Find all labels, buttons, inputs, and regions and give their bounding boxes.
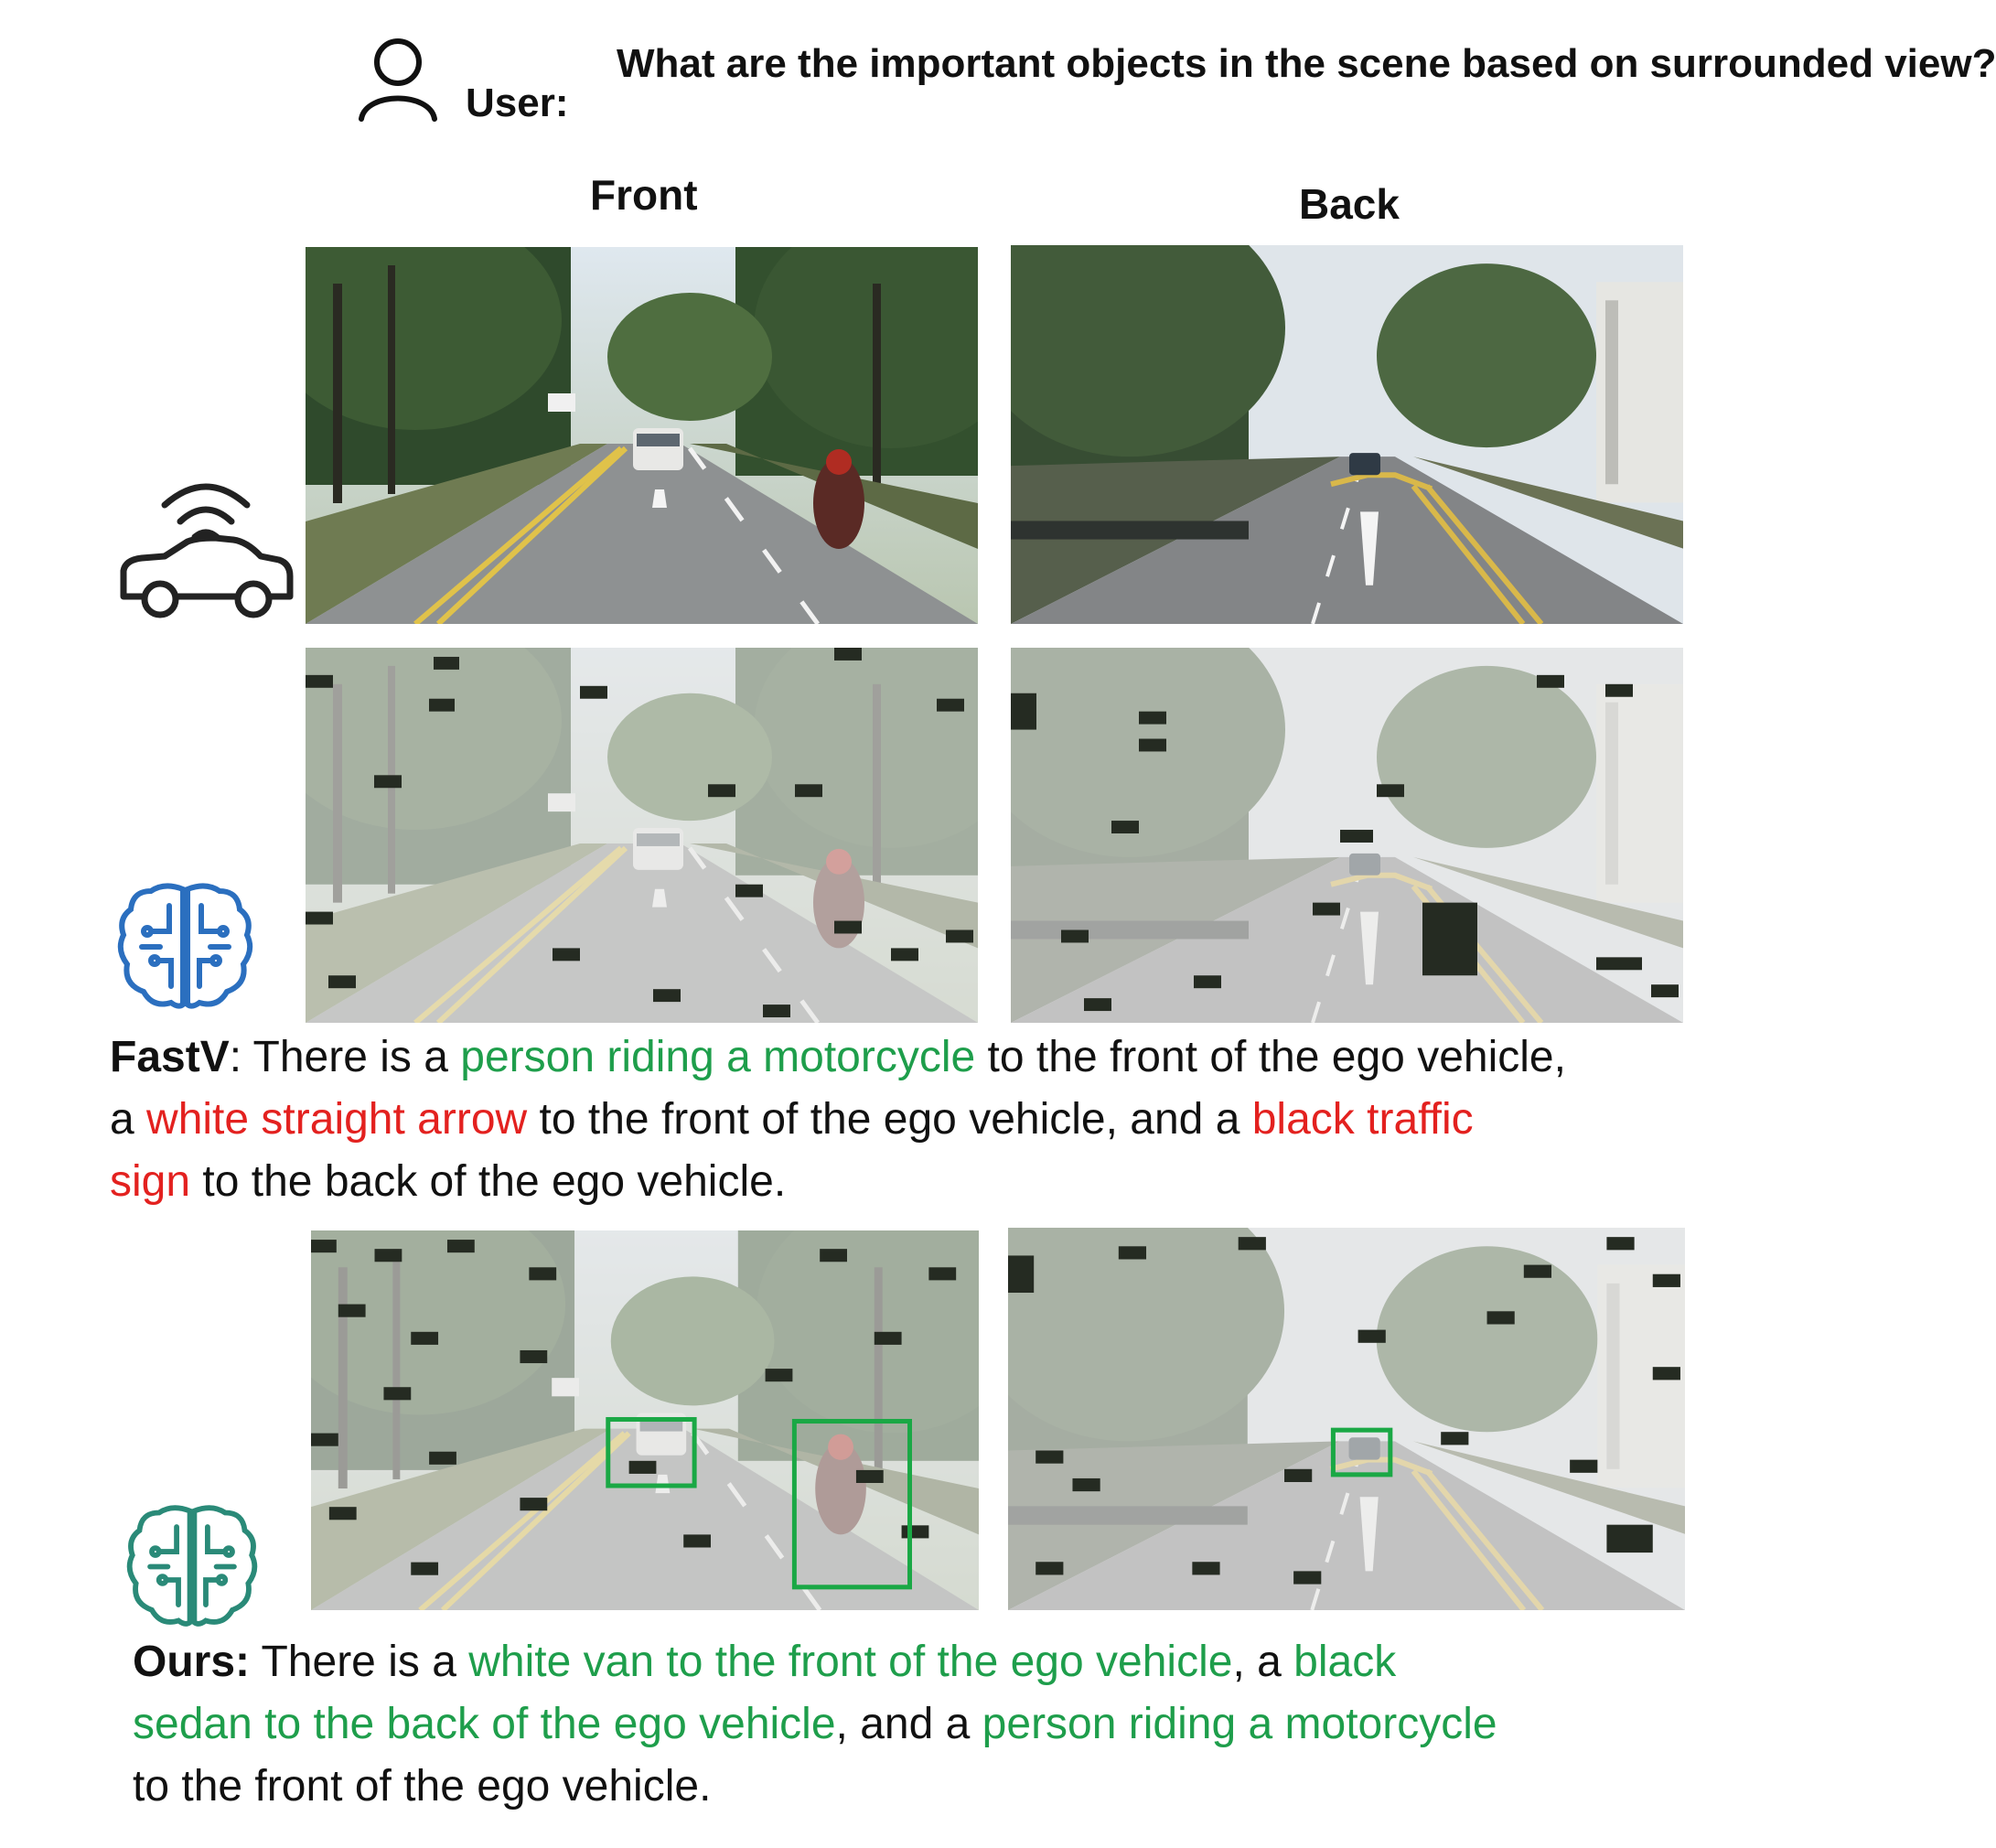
ai-brain-icon <box>123 1500 261 1633</box>
fastv-text: : There is a <box>229 1033 461 1081</box>
ours-front-pruned-image <box>311 1230 979 1610</box>
back-camera-image <box>1011 245 1683 624</box>
ours-answer-line-1 <box>133 1631 1688 1693</box>
ours-correct-object: black <box>1293 1638 1397 1686</box>
fastv-wrong-object: sign <box>110 1157 191 1206</box>
fastv-answer-line-2 <box>110 1089 1683 1151</box>
ours-back-pruned-image <box>1008 1228 1685 1610</box>
user-question: What are the important objects in the scene based on surrounded view? <box>617 41 1996 86</box>
user-label: User: <box>466 81 569 125</box>
fastv-text: to the front of the ego vehicle, <box>975 1033 1566 1081</box>
ours-text: , and a <box>835 1700 982 1748</box>
connected-car-icon <box>114 468 297 624</box>
fastv-wrong-object: black traffic <box>1251 1095 1474 1144</box>
column-header-front: Front <box>590 171 698 219</box>
fastv-text: to the back of the ego vehicle. <box>190 1157 787 1206</box>
column-header-back: Back <box>1299 180 1400 228</box>
fastv-answer <box>110 1026 1683 1213</box>
fastv-answer-line-1 <box>110 1026 1683 1089</box>
ours-answer-line-2 <box>133 1693 1688 1756</box>
ours-model-name: Ours: <box>133 1638 251 1686</box>
ours-correct-object: white van to the front of the ego vehicle <box>468 1638 1233 1686</box>
fastv-model-name: FastV <box>110 1033 230 1081</box>
fastv-text: a <box>110 1095 147 1144</box>
fastv-answer-line-3 <box>110 1151 1683 1213</box>
ours-text: There is a <box>250 1638 469 1686</box>
ours-correct-object: person riding a motorcycle <box>982 1700 1497 1748</box>
front-camera-image <box>306 247 978 624</box>
fastv-front-pruned-image <box>306 648 978 1023</box>
fastv-back-pruned-image <box>1011 648 1683 1023</box>
ours-correct-object: sedan to the back of the ego vehicle <box>133 1700 836 1748</box>
ours-answer-line-3 <box>133 1756 1688 1818</box>
ai-brain-icon <box>114 878 256 1015</box>
ours-text: to the front of the ego vehicle. <box>133 1762 712 1810</box>
fastv-text: to the front of the ego vehicle, and a <box>527 1095 1252 1144</box>
ours-answer <box>133 1631 1688 1818</box>
fastv-wrong-object: white straight arrow <box>146 1095 528 1144</box>
user-icon <box>357 35 439 123</box>
ours-text: , a <box>1232 1638 1294 1686</box>
fastv-correct-object: person riding a motorcycle <box>460 1033 976 1081</box>
